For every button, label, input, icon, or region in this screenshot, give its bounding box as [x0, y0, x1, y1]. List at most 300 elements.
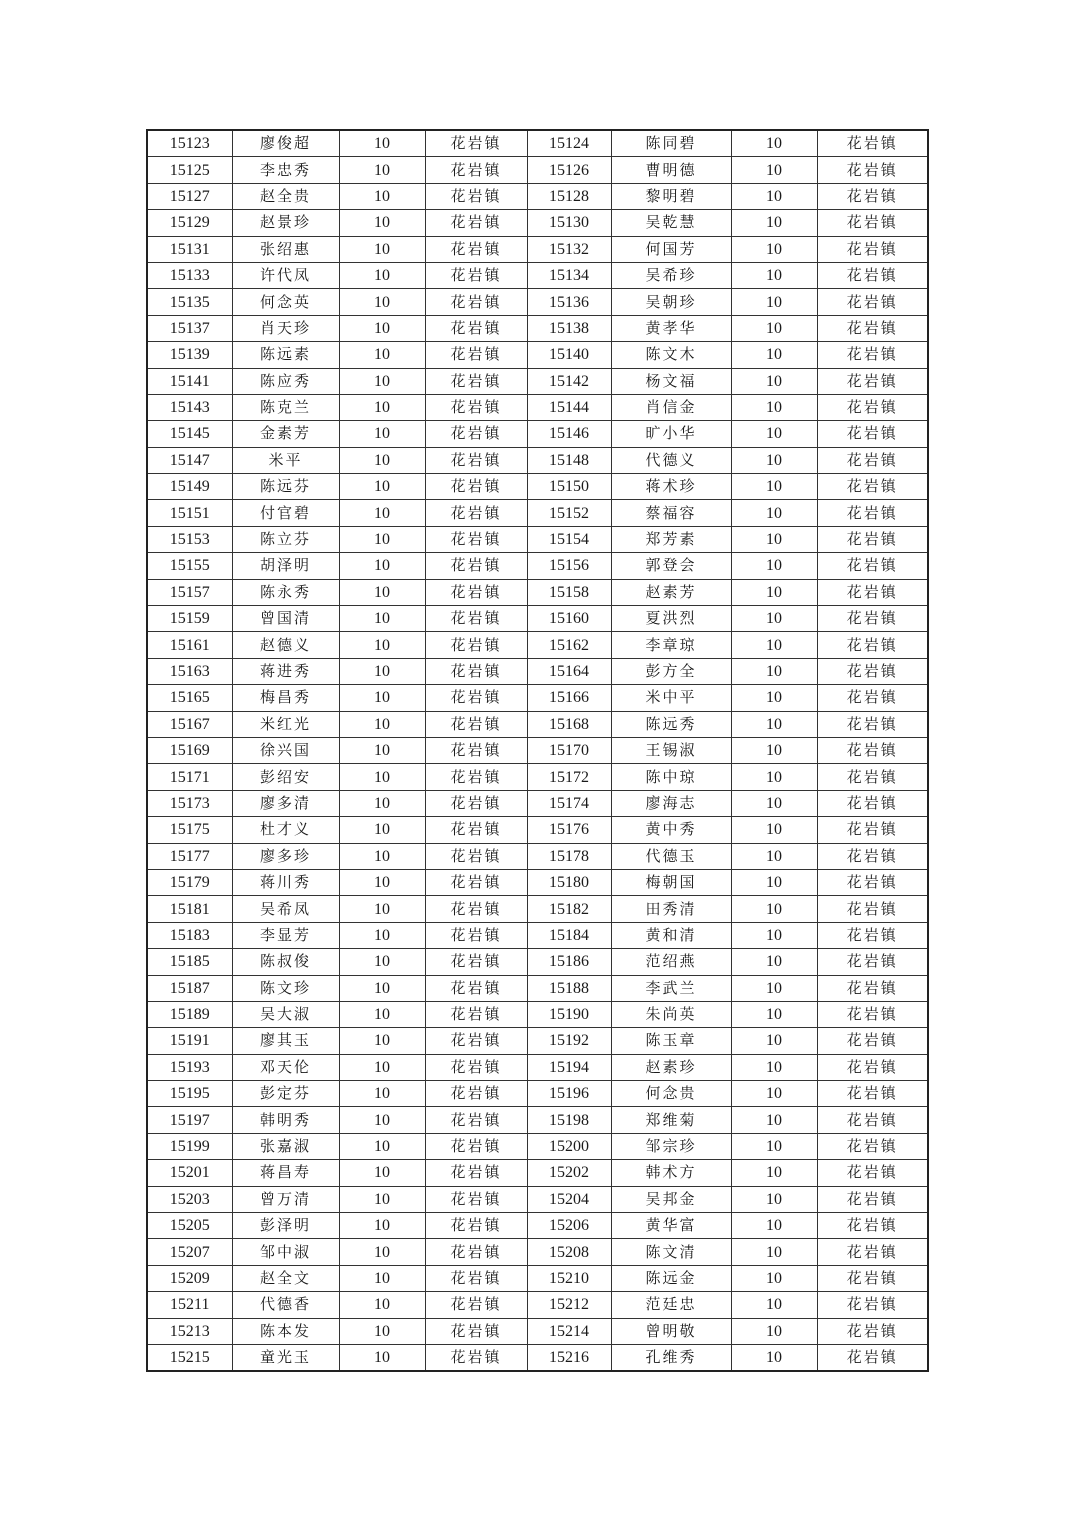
name-cell: 李忠秀 [232, 157, 339, 183]
amount-cell: 10 [731, 1186, 817, 1212]
amount-cell: 10 [731, 1107, 817, 1133]
name-cell: 郑维菊 [611, 1107, 731, 1133]
id-cell: 15148 [527, 447, 611, 473]
name-cell: 彭方全 [611, 658, 731, 684]
name-cell: 米中平 [611, 685, 731, 711]
name-cell: 曾明敬 [611, 1318, 731, 1344]
id-cell: 15160 [527, 606, 611, 632]
id-cell: 15153 [147, 526, 232, 552]
amount-cell: 10 [339, 606, 425, 632]
town-cell: 花岩镇 [817, 289, 928, 315]
name-cell: 吴邦金 [611, 1186, 731, 1212]
town-cell: 花岩镇 [817, 342, 928, 368]
amount-cell: 10 [339, 1239, 425, 1265]
id-cell: 15133 [147, 262, 232, 288]
town-cell: 花岩镇 [425, 236, 527, 262]
town-cell: 花岩镇 [425, 262, 527, 288]
name-cell: 陈远芬 [232, 474, 339, 500]
town-cell: 花岩镇 [817, 1001, 928, 1027]
amount-cell: 10 [339, 658, 425, 684]
town-cell: 花岩镇 [817, 421, 928, 447]
id-cell: 15166 [527, 685, 611, 711]
table-row [147, 1107, 928, 1133]
amount-cell: 10 [731, 236, 817, 262]
amount-cell: 10 [339, 1054, 425, 1080]
id-cell: 15197 [147, 1107, 232, 1133]
name-cell: 金素芳 [232, 421, 339, 447]
id-cell: 15167 [147, 711, 232, 737]
id-cell: 15187 [147, 975, 232, 1001]
table-row [147, 526, 928, 552]
table-row [147, 1292, 928, 1318]
town-cell: 花岩镇 [425, 130, 527, 157]
amount-cell: 10 [339, 130, 425, 157]
id-cell: 15143 [147, 394, 232, 420]
id-cell: 15208 [527, 1239, 611, 1265]
name-cell: 米平 [232, 447, 339, 473]
id-cell: 15209 [147, 1265, 232, 1291]
name-cell: 黄和清 [611, 922, 731, 948]
name-cell: 陈远素 [232, 342, 339, 368]
table-row [147, 315, 928, 341]
table-row [147, 474, 928, 500]
table-row [147, 975, 928, 1001]
town-cell: 花岩镇 [425, 342, 527, 368]
name-cell: 杨文福 [611, 368, 731, 394]
table-row [147, 685, 928, 711]
id-cell: 15123 [147, 130, 232, 157]
amount-cell: 10 [731, 130, 817, 157]
town-cell: 花岩镇 [817, 1239, 928, 1265]
amount-cell: 10 [339, 368, 425, 394]
id-cell: 15161 [147, 632, 232, 658]
town-cell: 花岩镇 [425, 1186, 527, 1212]
town-cell: 花岩镇 [425, 1213, 527, 1239]
table-row [147, 737, 928, 763]
name-cell: 陈中琼 [611, 764, 731, 790]
town-cell: 花岩镇 [425, 1028, 527, 1054]
amount-cell: 10 [731, 869, 817, 895]
id-cell: 15168 [527, 711, 611, 737]
id-cell: 15198 [527, 1107, 611, 1133]
id-cell: 15184 [527, 922, 611, 948]
id-cell: 15174 [527, 790, 611, 816]
table-row [147, 130, 928, 157]
name-cell: 黄孝华 [611, 315, 731, 341]
id-cell: 15210 [527, 1265, 611, 1291]
table-row [147, 342, 928, 368]
town-cell: 花岩镇 [425, 210, 527, 236]
id-cell: 15137 [147, 315, 232, 341]
name-cell: 廖俊超 [232, 130, 339, 157]
name-cell: 赵全贵 [232, 183, 339, 209]
id-cell: 15181 [147, 896, 232, 922]
amount-cell: 10 [339, 315, 425, 341]
town-cell: 花岩镇 [425, 1265, 527, 1291]
name-cell: 蔡福容 [611, 500, 731, 526]
town-cell: 花岩镇 [817, 896, 928, 922]
amount-cell: 10 [731, 500, 817, 526]
amount-cell: 10 [339, 949, 425, 975]
name-cell: 何念贵 [611, 1081, 731, 1107]
name-cell: 杜才义 [232, 817, 339, 843]
name-cell: 代德玉 [611, 843, 731, 869]
town-cell: 花岩镇 [817, 183, 928, 209]
id-cell: 15125 [147, 157, 232, 183]
town-cell: 花岩镇 [425, 1107, 527, 1133]
id-cell: 15165 [147, 685, 232, 711]
id-cell: 15180 [527, 869, 611, 895]
name-cell: 郑芳素 [611, 526, 731, 552]
id-cell: 15173 [147, 790, 232, 816]
name-cell: 赵全文 [232, 1265, 339, 1291]
amount-cell: 10 [731, 843, 817, 869]
name-cell: 梅昌秀 [232, 685, 339, 711]
name-cell: 陈立芬 [232, 526, 339, 552]
name-cell: 韩术方 [611, 1160, 731, 1186]
table-row [147, 236, 928, 262]
name-cell: 蒋进秀 [232, 658, 339, 684]
town-cell: 花岩镇 [425, 711, 527, 737]
town-cell: 花岩镇 [817, 843, 928, 869]
town-cell: 花岩镇 [425, 579, 527, 605]
name-cell: 郭登会 [611, 553, 731, 579]
amount-cell: 10 [731, 315, 817, 341]
amount-cell: 10 [731, 210, 817, 236]
name-cell: 吴朝珍 [611, 289, 731, 315]
id-cell: 15145 [147, 421, 232, 447]
town-cell: 花岩镇 [425, 553, 527, 579]
id-cell: 15202 [527, 1160, 611, 1186]
amount-cell: 10 [731, 949, 817, 975]
name-cell: 梅朝国 [611, 869, 731, 895]
amount-cell: 10 [731, 447, 817, 473]
id-cell: 15189 [147, 1001, 232, 1027]
name-cell: 陈同碧 [611, 130, 731, 157]
town-cell: 花岩镇 [817, 1133, 928, 1159]
id-cell: 15124 [527, 130, 611, 157]
id-cell: 15127 [147, 183, 232, 209]
data-table [146, 129, 929, 1372]
town-cell: 花岩镇 [817, 236, 928, 262]
id-cell: 15188 [527, 975, 611, 1001]
id-cell: 15179 [147, 869, 232, 895]
town-cell: 花岩镇 [817, 764, 928, 790]
name-cell: 陈应秀 [232, 368, 339, 394]
id-cell: 15193 [147, 1054, 232, 1080]
amount-cell: 10 [731, 685, 817, 711]
table-row [147, 843, 928, 869]
town-cell: 花岩镇 [817, 157, 928, 183]
id-cell: 15212 [527, 1292, 611, 1318]
amount-cell: 10 [731, 658, 817, 684]
town-cell: 花岩镇 [817, 1160, 928, 1186]
id-cell: 15156 [527, 553, 611, 579]
town-cell: 花岩镇 [425, 447, 527, 473]
name-cell: 陈玉章 [611, 1028, 731, 1054]
town-cell: 花岩镇 [817, 1344, 928, 1371]
amount-cell: 10 [339, 447, 425, 473]
name-cell: 曾国清 [232, 606, 339, 632]
town-cell: 花岩镇 [425, 474, 527, 500]
name-cell: 陈文木 [611, 342, 731, 368]
name-cell: 廖多清 [232, 790, 339, 816]
table-row [147, 1001, 928, 1027]
town-cell: 花岩镇 [817, 130, 928, 157]
table-row [147, 553, 928, 579]
name-cell: 张嘉淑 [232, 1133, 339, 1159]
amount-cell: 10 [339, 685, 425, 711]
amount-cell: 10 [339, 975, 425, 1001]
name-cell: 赵景珍 [232, 210, 339, 236]
town-cell: 花岩镇 [425, 1081, 527, 1107]
town-cell: 花岩镇 [817, 1213, 928, 1239]
town-cell: 花岩镇 [817, 474, 928, 500]
amount-cell: 10 [731, 183, 817, 209]
amount-cell: 10 [339, 1265, 425, 1291]
amount-cell: 10 [731, 421, 817, 447]
name-cell: 吴大淑 [232, 1001, 339, 1027]
table-row [147, 1318, 928, 1344]
id-cell: 15136 [527, 289, 611, 315]
id-cell: 15128 [527, 183, 611, 209]
id-cell: 15194 [527, 1054, 611, 1080]
town-cell: 花岩镇 [425, 1160, 527, 1186]
name-cell: 彭泽明 [232, 1213, 339, 1239]
town-cell: 花岩镇 [817, 869, 928, 895]
id-cell: 15213 [147, 1318, 232, 1344]
id-cell: 15152 [527, 500, 611, 526]
amount-cell: 10 [339, 157, 425, 183]
amount-cell: 10 [339, 183, 425, 209]
town-cell: 花岩镇 [425, 157, 527, 183]
id-cell: 15144 [527, 394, 611, 420]
town-cell: 花岩镇 [817, 447, 928, 473]
town-cell: 花岩镇 [817, 1028, 928, 1054]
amount-cell: 10 [731, 1239, 817, 1265]
id-cell: 15183 [147, 922, 232, 948]
amount-cell: 10 [731, 1292, 817, 1318]
table-row [147, 1028, 928, 1054]
town-cell: 花岩镇 [817, 315, 928, 341]
town-cell: 花岩镇 [425, 1292, 527, 1318]
id-cell: 15215 [147, 1344, 232, 1371]
id-cell: 15199 [147, 1133, 232, 1159]
name-cell: 陈文清 [611, 1239, 731, 1265]
id-cell: 15211 [147, 1292, 232, 1318]
table-row [147, 896, 928, 922]
amount-cell: 10 [339, 1001, 425, 1027]
amount-cell: 10 [339, 1186, 425, 1212]
name-cell: 韩明秀 [232, 1107, 339, 1133]
amount-cell: 10 [339, 869, 425, 895]
name-cell: 朱尚英 [611, 1001, 731, 1027]
amount-cell: 10 [731, 606, 817, 632]
name-cell: 徐兴国 [232, 737, 339, 763]
id-cell: 15206 [527, 1213, 611, 1239]
name-cell: 胡泽明 [232, 553, 339, 579]
amount-cell: 10 [339, 737, 425, 763]
table-row [147, 579, 928, 605]
town-cell: 花岩镇 [425, 1344, 527, 1371]
id-cell: 15195 [147, 1081, 232, 1107]
table-row [147, 1081, 928, 1107]
name-cell: 陈叔俊 [232, 949, 339, 975]
amount-cell: 10 [731, 394, 817, 420]
table-row [147, 183, 928, 209]
town-cell: 花岩镇 [425, 817, 527, 843]
table-row [147, 1213, 928, 1239]
amount-cell: 10 [339, 1344, 425, 1371]
name-cell: 陈远金 [611, 1265, 731, 1291]
amount-cell: 10 [731, 1028, 817, 1054]
amount-cell: 10 [339, 579, 425, 605]
amount-cell: 10 [339, 896, 425, 922]
town-cell: 花岩镇 [817, 685, 928, 711]
table-row [147, 1160, 928, 1186]
amount-cell: 10 [339, 1028, 425, 1054]
table-row [147, 1054, 928, 1080]
amount-cell: 10 [731, 262, 817, 288]
town-cell: 花岩镇 [425, 843, 527, 869]
town-cell: 花岩镇 [425, 526, 527, 552]
town-cell: 花岩镇 [425, 975, 527, 1001]
name-cell: 吴乾慧 [611, 210, 731, 236]
town-cell: 花岩镇 [425, 658, 527, 684]
id-cell: 15140 [527, 342, 611, 368]
town-cell: 花岩镇 [425, 896, 527, 922]
town-cell: 花岩镇 [817, 1081, 928, 1107]
name-cell: 邹宗珍 [611, 1133, 731, 1159]
town-cell: 花岩镇 [817, 922, 928, 948]
id-cell: 15190 [527, 1001, 611, 1027]
amount-cell: 10 [731, 157, 817, 183]
name-cell: 廖海志 [611, 790, 731, 816]
name-cell: 孔维秀 [611, 1344, 731, 1371]
name-cell: 赵素芳 [611, 579, 731, 605]
amount-cell: 10 [731, 632, 817, 658]
table-row [147, 421, 928, 447]
table-row [147, 711, 928, 737]
town-cell: 花岩镇 [425, 500, 527, 526]
town-cell: 花岩镇 [817, 579, 928, 605]
id-cell: 15129 [147, 210, 232, 236]
id-cell: 15214 [527, 1318, 611, 1344]
amount-cell: 10 [339, 262, 425, 288]
town-cell: 花岩镇 [425, 315, 527, 341]
name-cell: 曹明德 [611, 157, 731, 183]
id-cell: 15196 [527, 1081, 611, 1107]
table-row [147, 262, 928, 288]
town-cell: 花岩镇 [817, 553, 928, 579]
name-cell: 黎明碧 [611, 183, 731, 209]
town-cell: 花岩镇 [817, 526, 928, 552]
amount-cell: 10 [731, 1265, 817, 1291]
name-cell: 赵素珍 [611, 1054, 731, 1080]
amount-cell: 10 [731, 579, 817, 605]
amount-cell: 10 [339, 711, 425, 737]
amount-cell: 10 [339, 922, 425, 948]
town-cell: 花岩镇 [817, 658, 928, 684]
town-cell: 花岩镇 [817, 949, 928, 975]
table-row [147, 632, 928, 658]
name-cell: 蒋昌寿 [232, 1160, 339, 1186]
amount-cell: 10 [339, 1160, 425, 1186]
id-cell: 15171 [147, 764, 232, 790]
town-cell: 花岩镇 [817, 790, 928, 816]
table-row [147, 447, 928, 473]
name-cell: 范绍燕 [611, 949, 731, 975]
id-cell: 15141 [147, 368, 232, 394]
name-cell: 代德香 [232, 1292, 339, 1318]
name-cell: 李武兰 [611, 975, 731, 1001]
id-cell: 15130 [527, 210, 611, 236]
id-cell: 15154 [527, 526, 611, 552]
name-cell: 童光玉 [232, 1344, 339, 1371]
id-cell: 15170 [527, 737, 611, 763]
id-cell: 15216 [527, 1344, 611, 1371]
town-cell: 花岩镇 [425, 869, 527, 895]
town-cell: 花岩镇 [817, 606, 928, 632]
town-cell: 花岩镇 [817, 975, 928, 1001]
town-cell: 花岩镇 [817, 500, 928, 526]
id-cell: 15146 [527, 421, 611, 447]
table-row [147, 922, 928, 948]
amount-cell: 10 [731, 1160, 817, 1186]
name-cell: 肖天珍 [232, 315, 339, 341]
id-cell: 15131 [147, 236, 232, 262]
name-cell: 李章琼 [611, 632, 731, 658]
town-cell: 花岩镇 [425, 764, 527, 790]
amount-cell: 10 [731, 817, 817, 843]
name-cell: 李显芳 [232, 922, 339, 948]
id-cell: 15158 [527, 579, 611, 605]
id-cell: 15147 [147, 447, 232, 473]
table-row [147, 949, 928, 975]
name-cell: 赵德义 [232, 632, 339, 658]
id-cell: 15205 [147, 1213, 232, 1239]
name-cell: 范廷忠 [611, 1292, 731, 1318]
table-row [147, 210, 928, 236]
town-cell: 花岩镇 [425, 289, 527, 315]
id-cell: 15162 [527, 632, 611, 658]
name-cell: 王锡淑 [611, 737, 731, 763]
table-row [147, 1186, 928, 1212]
id-cell: 15149 [147, 474, 232, 500]
id-cell: 15126 [527, 157, 611, 183]
table-row [147, 368, 928, 394]
table-row [147, 1133, 928, 1159]
amount-cell: 10 [339, 210, 425, 236]
town-cell: 花岩镇 [817, 1107, 928, 1133]
name-cell: 吴希凤 [232, 896, 339, 922]
name-cell: 张绍惠 [232, 236, 339, 262]
town-cell: 花岩镇 [425, 922, 527, 948]
town-cell: 花岩镇 [425, 1133, 527, 1159]
table-row [147, 1239, 928, 1265]
table-body [147, 130, 928, 1371]
name-cell: 邹中淑 [232, 1239, 339, 1265]
amount-cell: 10 [731, 342, 817, 368]
town-cell: 花岩镇 [425, 1318, 527, 1344]
amount-cell: 10 [731, 1344, 817, 1371]
amount-cell: 10 [731, 737, 817, 763]
id-cell: 15201 [147, 1160, 232, 1186]
town-cell: 花岩镇 [425, 606, 527, 632]
table-row [147, 790, 928, 816]
id-cell: 15192 [527, 1028, 611, 1054]
amount-cell: 10 [339, 474, 425, 500]
